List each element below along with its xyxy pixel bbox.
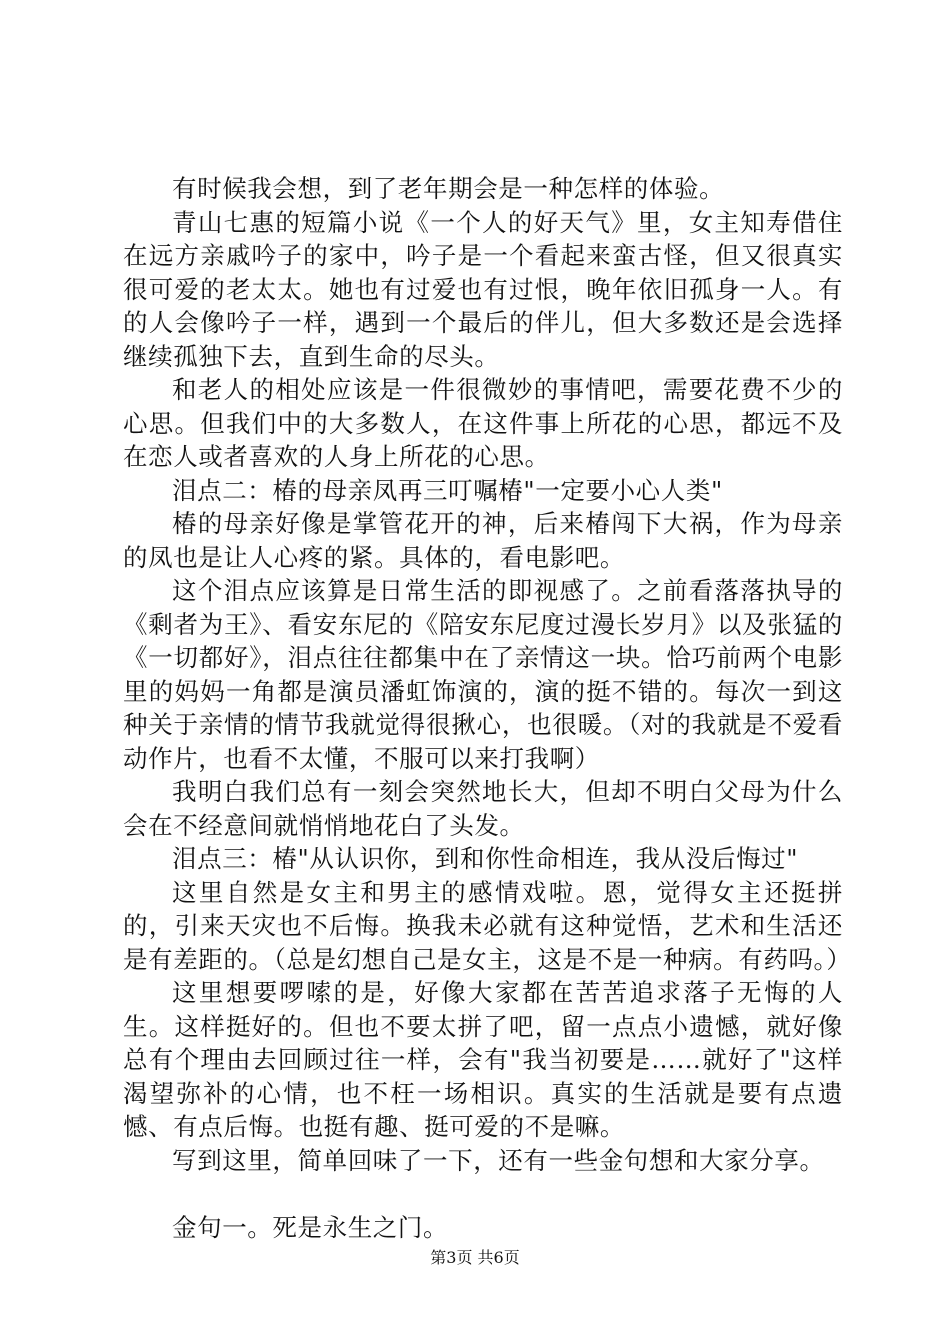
paragraph: 椿的母亲好像是掌管花开的神，后来椿闯下大祸，作为母亲的凤也是让人心疼的紧。具体的，看电影吧。: [123, 509, 843, 572]
paragraph: 我明白我们总有一刻会突然地长大，但却不明白父母为什么会在不经意间就悄悄地花白了头发。: [123, 777, 843, 840]
paragraph: 写到这里，简单回味了一下，还有一些金句想和大家分享。: [172, 1145, 825, 1175]
section-heading: 泪点三：椿"从认识你，到和你性命相连，我从没后悔过": [172, 844, 799, 873]
document-body: [123, 172, 852, 1244]
paragraph: 这里想要啰嗦的是，好像大家都在苦苦追求落子无悔的人生。这样挺好的。但也不要太拼了吧，留一点点小遗憾，就好像总有个理由去回顾过往一样，会有"我当初要是……就好了"这样渴望弥补的心情，也不枉一场相识。真实的生活就是要有点遗憾、有点后悔。也挺有趣、挺可爱的不是嘛。: [123, 978, 843, 1141]
section-heading: 泪点二：椿的母亲凤再三叮嘱椿"一定要小心人类": [172, 475, 723, 505]
paragraph: 有时候我会想，到了老年期会是一种怎样的体验。: [172, 174, 725, 203]
quote-heading: 金句一。死是永生之门。: [172, 1212, 449, 1242]
paragraph: 和老人的相处应该是一件很微妙的事情吧，需要花费不少的心思。但我们中的大多数人，在这件事上所花的心思，都远不及在恋人或者喜欢的人身上所花的心思。: [123, 375, 843, 471]
paragraph: 这里自然是女主和男主的感情戏啦。恩，觉得女主还挺拼的，引来天灾也不后悔。换我未必就有这种觉悟，艺术和生活还是有差距的。（总是幻想自己是女主，这是不是一种病。有药吗。）: [123, 877, 852, 974]
page-number-footer: 第3页 共6页: [430, 1248, 520, 1267]
paragraph: 青山七惠的短篇小说《一个人的好天气》里，女主知寿借住在远方亲戚吟子的家中，吟子是一个看起来蛮古怪，但又很真实很可爱的老太太。她也有过爱也有过恨，晚年依旧孤身一人。有的人会像吟子一样，遇到一个最后的伴儿，但大多数还是会选择继续孤独下去，直到生命的尽头。: [123, 207, 843, 371]
paragraph: 这个泪点应该算是日常生活的即视感了。之前看落落执导的《剩者为王》、看安东尼的《陪安东尼度过漫长岁月》以及张猛的《一切都好》，泪点往往都集中在了亲情这一块。恰巧前两个电影里的妈妈一角都是演员潘虹饰演的，演的挺不错的。每次一到这种关于亲情的情节我就觉得很揪心，也很暖。（对的我就是不爱看动作片，也看不太懂，不服可以来打我啊）: [123, 576, 843, 773]
